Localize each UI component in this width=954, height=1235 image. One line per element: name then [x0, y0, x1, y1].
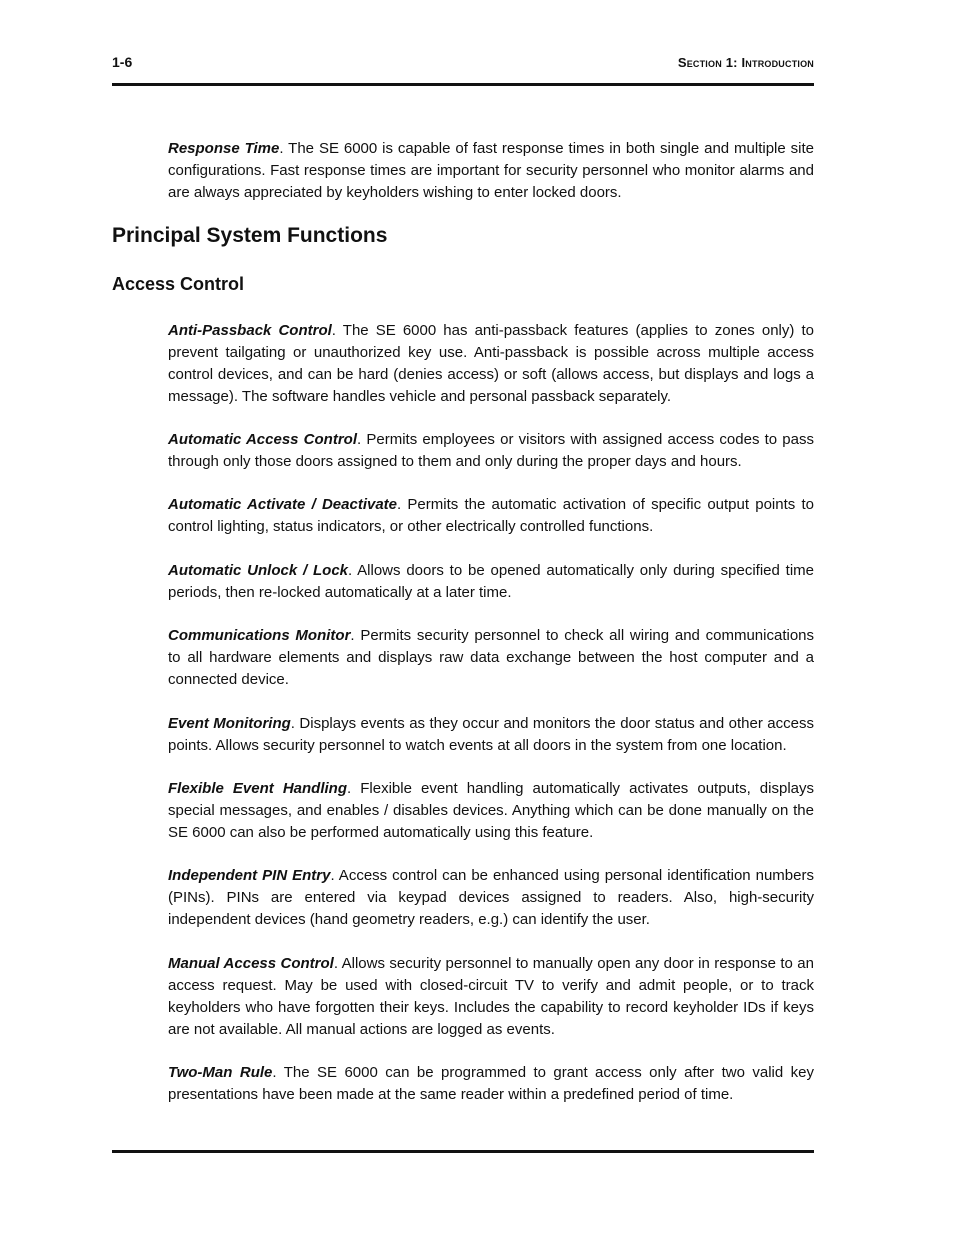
feature-term: Communications Monitor	[168, 627, 351, 644]
feature-text: . Access control can be enhanced using personal identification numbers (PINs). PINs are entered via keypad devices assigned to readers. Also, high-security independent devices (hand geometry readers, e.g.) can identify the user.	[168, 867, 814, 928]
feature-paragraph	[168, 560, 814, 604]
running-head: Section 1: Introduction	[677, 55, 814, 70]
feature-paragraph	[168, 713, 814, 757]
feature-text: . Permits security personnel to check all wiring and communications to all hardware elements and displays raw data exchange between the host computer and a connected device.	[168, 627, 815, 688]
feature-term: Automatic Unlock / Lock	[168, 562, 348, 579]
feature-paragraph	[168, 494, 814, 538]
feature-term: Flexible Event Handling	[168, 780, 347, 797]
feature-term: Anti-Passback Control	[168, 322, 332, 339]
feature-text: . Permits the automatic activation of specific output points to control lighting, status indicators, or other electrically controlled functions.	[168, 496, 814, 535]
feature-text: . The SE 6000 has anti-passback features (applies to zones only) to prevent tailgating or unauthorized key use. Anti-passback is possible across multiple access control devices, and can be hard (denies access) or soft (allows access, but displays and logs a message). The software handles vehicle and personal passback separately.	[168, 322, 814, 405]
feature-term: Automatic Activate / Deactivate	[168, 496, 398, 513]
feature-term: Manual Access Control	[168, 955, 334, 972]
section-heading: Principal System Functions	[112, 224, 388, 247]
feature-term: Automatic Access Control	[168, 431, 358, 448]
feature-paragraph	[168, 429, 814, 473]
feature-paragraph	[168, 625, 814, 691]
feature-paragraph	[168, 865, 814, 931]
feature-text: . Allows doors to be opened automatically only during specified time periods, then re-locked automatically at a later time.	[168, 562, 814, 601]
page-number: 1-6	[112, 54, 133, 70]
feature-text: . Flexible event handling automatically activates outputs, displays special messages, and enables / disables devices. Anything which can be done manually on the SE 6000 can also be performed automatically using this feature.	[168, 780, 814, 841]
footer-rule	[112, 1150, 814, 1153]
intro-paragraph	[168, 138, 814, 204]
feature-paragraph	[168, 320, 814, 408]
feature-paragraph	[168, 1062, 814, 1106]
feature-paragraph	[168, 953, 814, 1041]
feature-text: . The SE 6000 can be programmed to grant access only after two valid key presentations have been made at the same reader within a predefined period of time.	[168, 1064, 814, 1103]
subsection-heading: Access Control	[112, 274, 245, 294]
feature-paragraph	[168, 778, 814, 844]
header-rule	[112, 83, 814, 86]
feature-text: . Permits employees or visitors with assigned access codes to pass through only those doors assigned to them and only during the proper days and hours.	[168, 431, 814, 470]
feature-term: Two-Man Rule	[168, 1064, 273, 1081]
feature-text: . Displays events as they occur and monitors the door status and other access points. Allows security personnel to watch events at all doors in the system from one location.	[168, 715, 814, 754]
intro-term: Response Time	[168, 140, 280, 157]
feature-text: . Allows security personnel to manually open any door in response to an access request. May be used with closed-circuit TV to verify and admit people, or to track keyholders who have forgotten their keys. Includes the capability to record keyholder IDs if keys are not available. All manual actions are logged as events.	[168, 955, 814, 1038]
intro-text: . The SE 6000 is capable of fast response times in both single and multiple site configurations. Fast response times are important for security personnel who monitor alarms and are always appreciated by keyholders wishing to enter locked doors.	[168, 140, 814, 201]
feature-term: Independent PIN Entry	[168, 867, 331, 884]
feature-term: Event Monitoring	[168, 715, 291, 732]
